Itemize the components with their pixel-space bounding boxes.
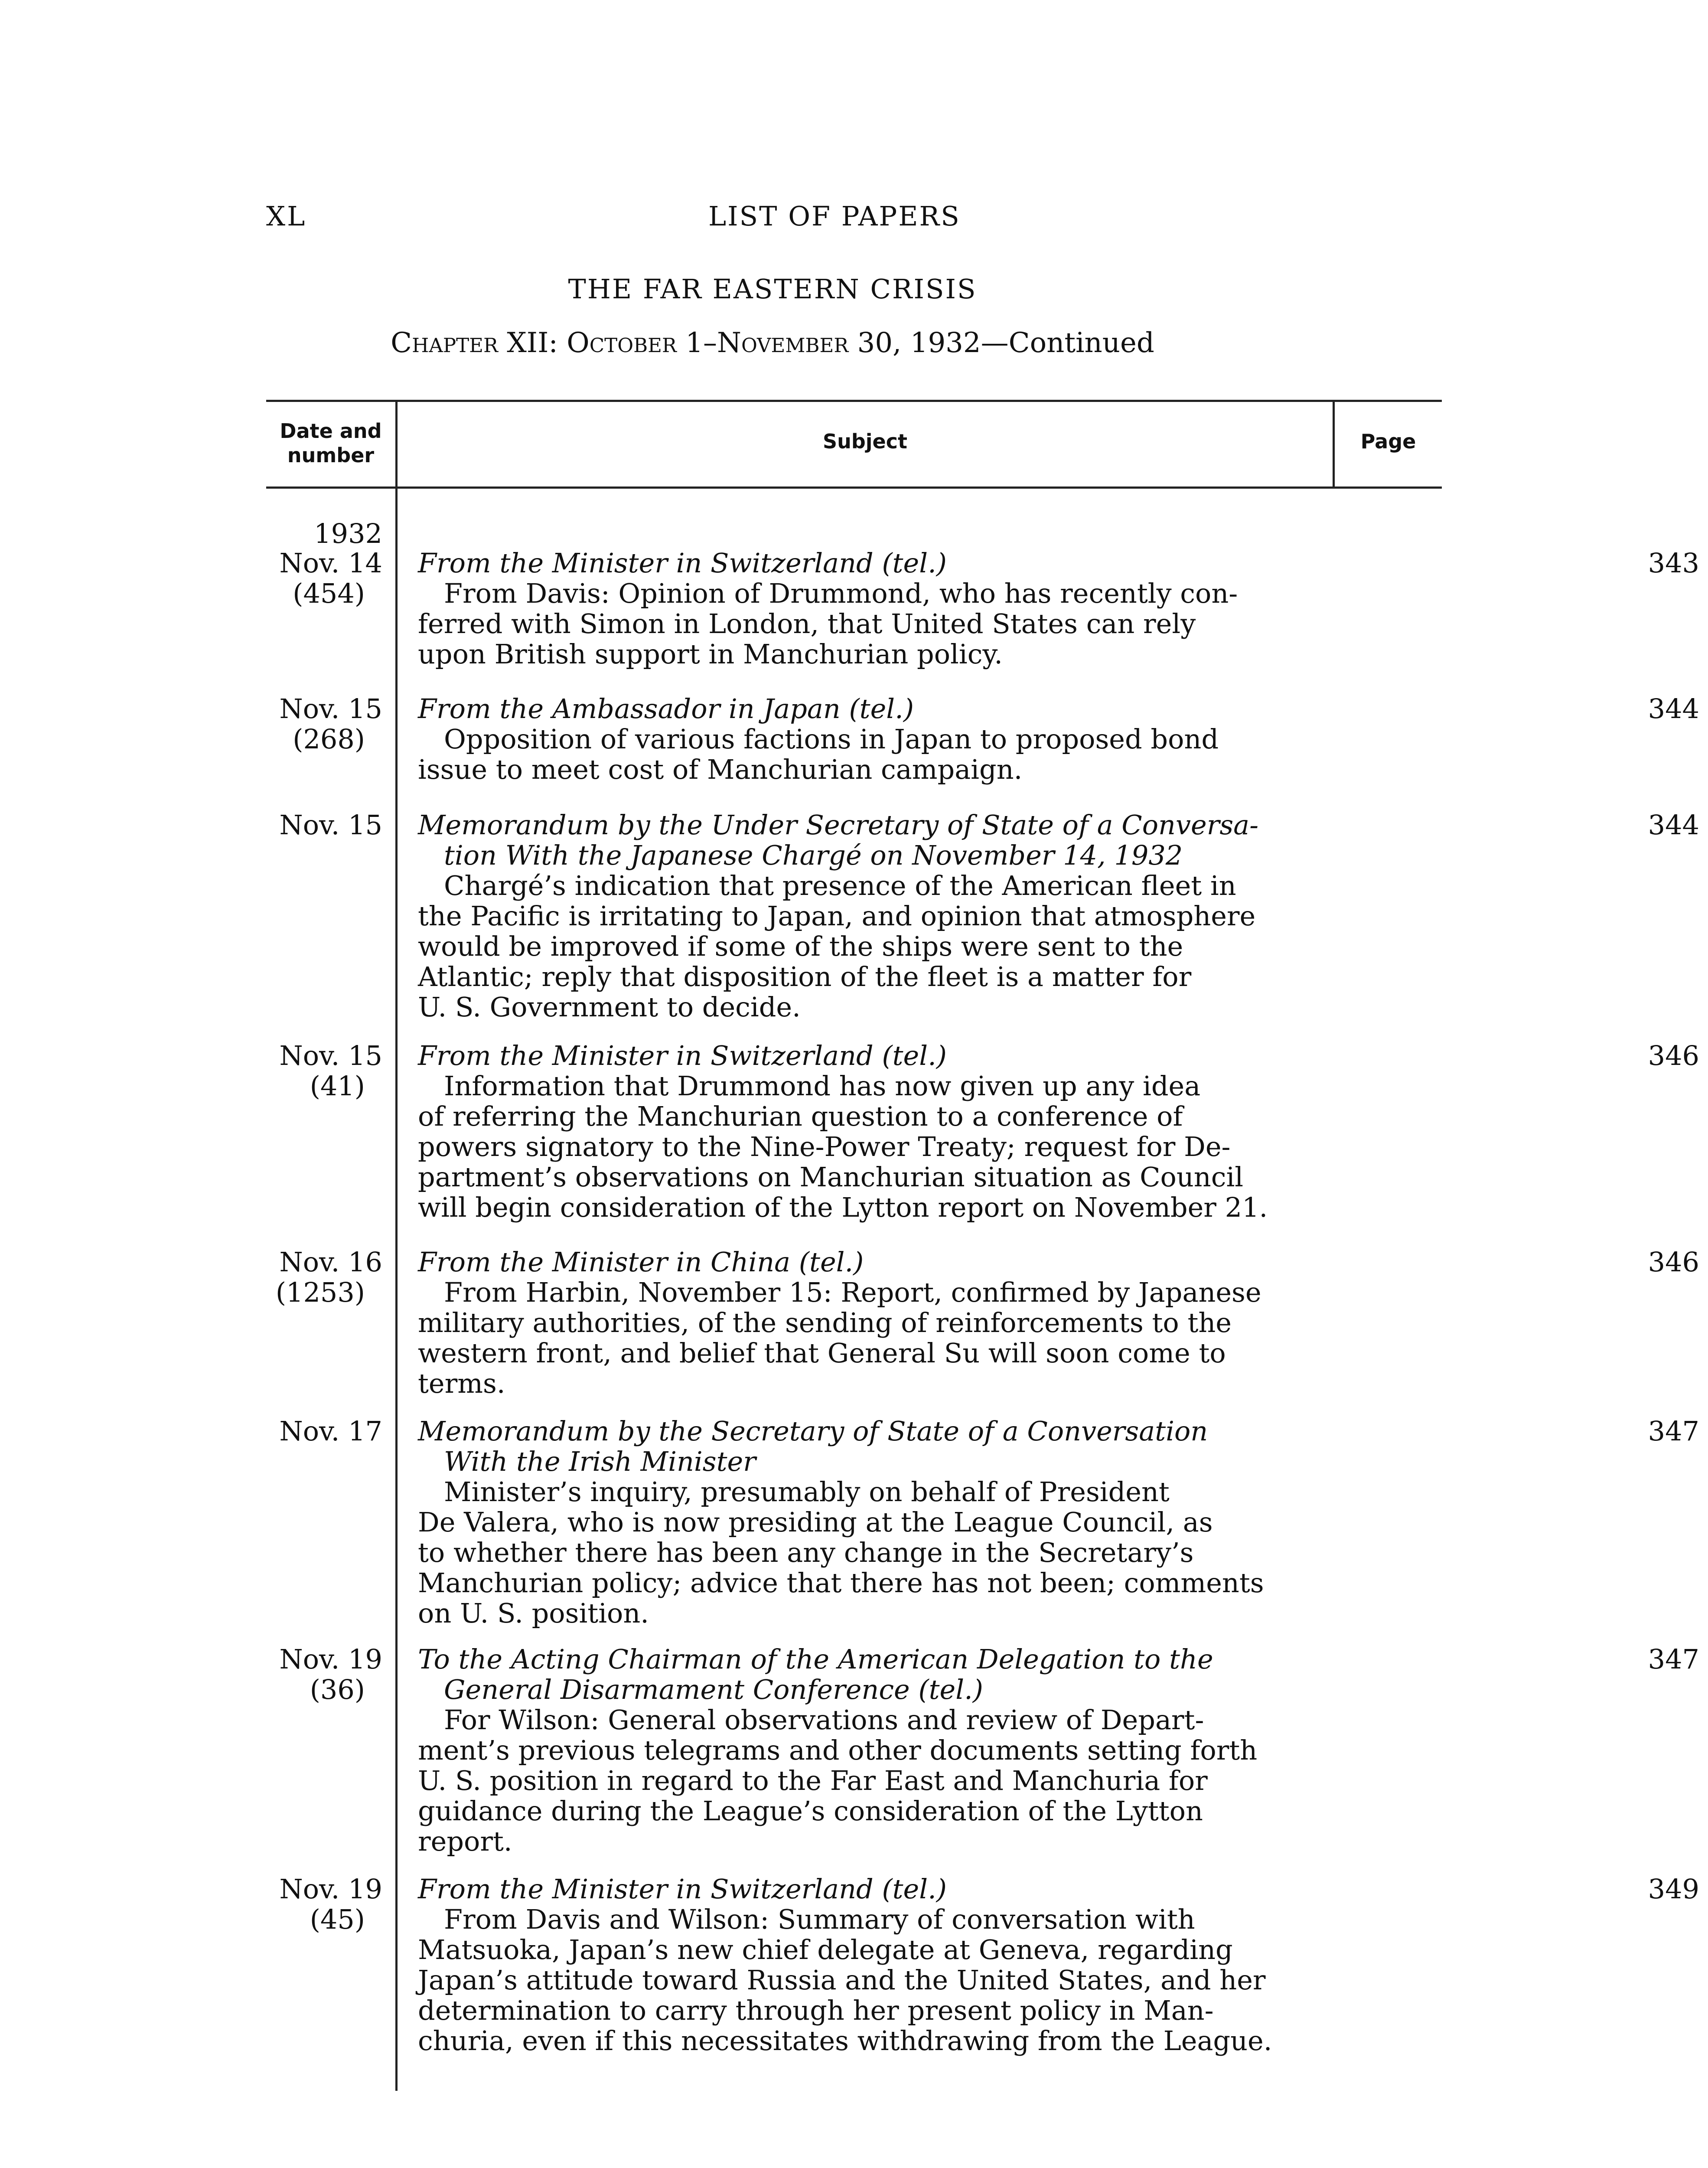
entry-summary xyxy=(418,1477,1580,1629)
entry-title-line: From the Minister in Switzerland (tel.) xyxy=(418,1040,947,1071)
entry-date: Nov. 19 xyxy=(279,1643,382,1675)
entry-number: (268) xyxy=(293,723,365,755)
header-date-number xyxy=(266,419,395,467)
entry-summary-line: Japan’s attitude toward Russia and the United States, and her xyxy=(418,1964,1266,1996)
chapter-label: Chapter XII xyxy=(391,327,549,359)
entry-summary-line: From Davis and Wilson: Summary of conversation with xyxy=(444,1904,1195,1935)
entry-summary-line: partment’s observations on Manchurian situation as Council xyxy=(418,1161,1244,1193)
table-rule-top xyxy=(266,400,1442,402)
header-date-line2: number xyxy=(287,444,375,467)
header-subject: Subject xyxy=(822,430,908,453)
chapter-sep: : xyxy=(548,327,558,359)
entry-number: (454) xyxy=(293,578,365,609)
entry-summary-line: upon British support in Manchurian policy. xyxy=(418,638,1003,670)
entry-summary-line: will begin consideration of the Lytton report on November 21. xyxy=(418,1192,1268,1223)
entry-summary-line: From Davis: Opinion of Drummond, who has recently con- xyxy=(444,578,1238,609)
header-date-line1: Date and xyxy=(280,419,382,443)
entry-summary-line: the Pacific is irritating to Japan, and opinion that atmosphere xyxy=(418,900,1256,932)
entry-summary-line: military authorities, of the sending of reinforcements to the xyxy=(418,1307,1232,1339)
entry-summary xyxy=(418,724,1580,785)
entry-title-line: General Disarmament Conference (tel.) xyxy=(444,1674,983,1705)
entry-date-cell xyxy=(266,1247,382,1308)
entry-title-line: From the Minister in China (tel.) xyxy=(418,1246,864,1278)
entry-title-line: From the Ambassador in Japan (tel.) xyxy=(418,693,914,725)
running-head: LIST OF PAPERS xyxy=(708,200,961,232)
chapter-title xyxy=(0,327,1467,359)
entry-date-cell xyxy=(266,694,382,754)
entry-summary-line: churia, even if this necessitates withdrawing from the League. xyxy=(418,2025,1272,2057)
entry-date-cell xyxy=(266,1874,382,1935)
entry-summary-line: Chargé’s indication that presence of the American fleet in xyxy=(444,870,1236,901)
entry-date-cell xyxy=(266,1416,382,1446)
entry-summary-line: Information that Drummond has now given up any idea xyxy=(444,1070,1201,1102)
entry-summary-line: determination to carry through her present policy in Man- xyxy=(418,1995,1214,2026)
entry-summary-line: guidance during the League’s consideration of the Lytton xyxy=(418,1795,1203,1827)
entry-summary-line: powers signatory to the Nine-Power Treaty; request for De- xyxy=(418,1131,1231,1162)
entry-page: 347 xyxy=(1648,1415,1699,1447)
entry-summary xyxy=(418,578,1580,669)
entry-date: Nov. 19 xyxy=(279,1873,382,1905)
entry-summary xyxy=(418,1071,1580,1223)
entry-title-line: With the Irish Minister xyxy=(444,1446,756,1477)
column-divider-date xyxy=(395,400,398,2091)
entry-summary-line: U. S. position in regard to the Far East and Manchuria for xyxy=(418,1765,1208,1796)
chapter-suffix: —Continued xyxy=(981,327,1154,359)
table-rule-header xyxy=(266,486,1442,489)
header-page: Page xyxy=(1360,430,1416,453)
year-label: 1932 xyxy=(314,518,382,549)
entry-summary-line: report. xyxy=(418,1825,512,1857)
entry-date-cell xyxy=(266,548,382,609)
entry-page: 346 xyxy=(1648,1040,1699,1071)
entry-date: Nov. 14 xyxy=(279,547,382,579)
entry-summary-line: Manchurian policy; advice that there has not been; comments xyxy=(418,1567,1264,1599)
entry-date: Nov. 15 xyxy=(279,809,382,841)
entry-summary-line: ment’s previous telegrams and other documents setting forth xyxy=(418,1734,1258,1766)
entry-page: 344 xyxy=(1648,693,1699,725)
entry-date-cell xyxy=(266,810,382,840)
entry-number: (45) xyxy=(310,1904,365,1935)
entry-summary-line: Opposition of various factions in Japan to proposed bond xyxy=(444,723,1219,755)
entry-title-line: Memorandum by the Under Secretary of State of a Conversa- xyxy=(418,809,1259,841)
entry-title-line: To the Acting Chairman of the American Delegation to the xyxy=(418,1643,1213,1675)
entry-number: (41) xyxy=(310,1070,365,1102)
entry-summary xyxy=(418,871,1580,1022)
entry-summary-line: For Wilson: General observations and review of Depart- xyxy=(444,1704,1204,1736)
entry-number: (36) xyxy=(310,1674,365,1705)
entry-date: Nov. 17 xyxy=(279,1415,382,1447)
entry-page: 347 xyxy=(1648,1643,1699,1675)
entry-date-cell xyxy=(266,1644,382,1705)
entry-summary-line: of referring the Manchurian question to a conference of xyxy=(418,1100,1183,1132)
entry-page: 344 xyxy=(1648,809,1699,841)
entry-summary xyxy=(418,1705,1580,1857)
entry-date: Nov. 15 xyxy=(279,1040,382,1071)
entry-title-line: From the Minister in Switzerland (tel.) xyxy=(418,547,947,579)
entry-summary-line: terms. xyxy=(418,1368,505,1399)
entry-summary-line: From Harbin, November 15: Report, confirmed by Japanese xyxy=(444,1277,1261,1308)
entry-page: 343 xyxy=(1648,547,1699,579)
entry-summary-line: De Valera, who is now presiding at the League Council, as xyxy=(418,1506,1213,1538)
entry-summary xyxy=(418,1277,1580,1399)
entry-summary-line: to whether there has been any change in the Secretary’s xyxy=(418,1537,1194,1568)
entry-date: Nov. 16 xyxy=(279,1246,382,1278)
entry-summary-line: U. S. Government to decide. xyxy=(418,991,801,1023)
entry-title-line: Memorandum by the Secretary of State of a Conversation xyxy=(418,1415,1208,1447)
entry-page: 349 xyxy=(1648,1873,1699,1905)
entry-date: Nov. 15 xyxy=(279,693,382,725)
entry-summary-line: Matsuoka, Japan’s new chief delegate at Geneva, regarding xyxy=(418,1934,1233,1966)
entry-summary-line: Minister’s inquiry, presumably on behalf of President xyxy=(444,1476,1170,1508)
entry-summary-line: issue to meet cost of Manchurian campaign. xyxy=(418,754,1023,785)
entry-summary-line: western front, and belief that General Su will soon come to xyxy=(418,1337,1226,1369)
entry-title-line: From the Minister in Switzerland (tel.) xyxy=(418,1873,947,1905)
entry-page: 346 xyxy=(1648,1246,1699,1278)
entry-number: (1253) xyxy=(275,1277,365,1308)
chapter-dates: October 1–November 30, 1932 xyxy=(567,327,981,359)
entry-summary-line: on U. S. position. xyxy=(418,1597,649,1629)
entry-summary-line: would be improved if some of the ships were sent to the xyxy=(418,931,1183,962)
entry-summary-line: Atlantic; reply that disposition of the fleet is a matter for xyxy=(418,961,1192,993)
entry-summary-line: ferred with Simon in London, that United States can rely xyxy=(418,608,1196,640)
entry-date-cell xyxy=(266,1041,382,1101)
entry-summary xyxy=(418,1904,1580,2056)
section-title: THE FAR EASTERN CRISIS xyxy=(568,273,977,305)
page-number: XL xyxy=(266,200,307,232)
entry-title-line: tion With the Japanese Chargé on November 14, 1932 xyxy=(444,839,1183,871)
